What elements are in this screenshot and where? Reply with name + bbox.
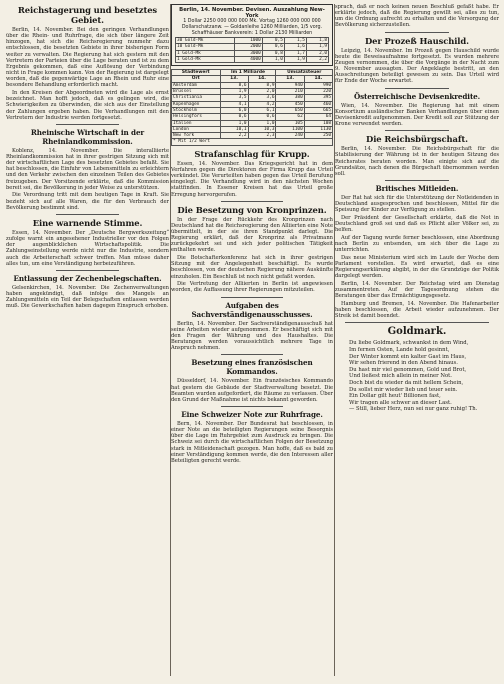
table-cell: 1,6 xyxy=(284,44,306,50)
table-cell: 10,1 xyxy=(220,126,248,132)
section-divider xyxy=(56,270,119,271)
article-paragraph: Berlin, 14. November. Der Sachverständigenausschuß hat seine Arbeiten wieder aufgenommen. Er beschäftigt sich mit den Fragen der Währung und des Haushaltes. Die Beratungen werden voraussichtlich mehrere Tage in Anspruch nehmen. xyxy=(171,320,333,352)
article-paragraph: Auf der Tagung wurde ferner beschlossen, eine Abordnung nach Berlin zu entsenden, um sich über die Lage zu unterrichten. xyxy=(335,234,499,254)
article-paragraph: In den Kreisen der Abgeordneten wird die Lage als ernst bezeichnet. Man hofft jedoch, daß es gelingen wird, die Schwierigkeiten zu überwinden, die sich aus der Einstellung der Zahlungen ergeben haben. Die Verhandlungen mit den Vertretern der Industrie werden fortgesetzt. xyxy=(6,90,169,121)
section-divider xyxy=(221,201,283,202)
article-paragraph: Gelsenkirchen, 14. November. Die Zechenverwaltungen haben angekündigt, daß infolge des Mangels an Zahlungsmitteln ein Teil der Belegschaften entlassen werden muß. Die Gewerkschaften haben dagegen Einspruch erhoben. xyxy=(6,284,169,310)
table-cell: 0,6 xyxy=(248,114,276,120)
table-cell: 4,1 xyxy=(220,101,248,107)
table-cell: 4,2 xyxy=(248,101,276,107)
table-cell: Kopenhagen xyxy=(172,101,221,107)
table-cell: 940 xyxy=(276,82,304,88)
poem-body xyxy=(349,340,499,413)
poem-line: Doch bist du wieder da mit hellem Schein, xyxy=(349,380,464,386)
table-cell: 2,0 xyxy=(248,89,276,95)
article-paragraph: Wien, 14. November. Die Regierung hat mit einem Konsortium ausländischer Banken Verhandlungen über einen Devisenkredit aufgenommen. Der Kredit soll zur Stützung der Krone verwendet werden. xyxy=(335,102,499,128)
table-cell: 3,6 xyxy=(248,95,276,101)
table-cell: London xyxy=(172,126,221,132)
article-paragraph: Berlin, 14. November. Die Reichsbürgschaft für die Stabilisierung der Währung ist in der heutigen Sitzung des Reichsrates beraten worden. Man einigte sich auf die Grundsätze, nach denen die Bürgschaft übernommen werden soll. xyxy=(335,146,499,177)
table-row xyxy=(172,139,333,145)
table-cell: 1100 xyxy=(276,126,304,132)
section-divider xyxy=(56,214,119,215)
article-paragraph: Der Rat hat sich für die Unterstützung der Notleidenden in Deutschland ausgesprochen und beschlossen, Mittel für die Speisung der Kinder zur Verfügung zu stellen. xyxy=(335,194,499,214)
table-cell: 2,0 xyxy=(306,50,328,56)
table-footnote: * Mit 1/2 Wert xyxy=(172,139,333,145)
table-cell: 6,0 xyxy=(220,107,248,113)
section-divider xyxy=(221,297,283,298)
poem-line: Ein Dollar gilt heut' Billionen fast, xyxy=(349,393,441,400)
poem-line: Der Winter kommt ein kalter Gast im Haus, xyxy=(349,353,467,360)
table-cell: 0,6 xyxy=(220,114,248,120)
section-divider xyxy=(385,32,449,33)
article xyxy=(335,134,499,177)
table-cell: 990 xyxy=(304,82,332,88)
table-cell: 1,9 xyxy=(306,44,328,50)
table-cell: 1130 xyxy=(304,126,332,132)
table-header: Städtewert xyxy=(172,70,221,76)
article-paragraph: sprach, daß er noch keinen neuen Beschluß gefaßt habe. Er erklärte jedoch, daß die Regierung gewillt sei, alles zu tun, um die Ordnung aufrecht zu erhalten und die Versorgung der Bevölkerung sicherzustellen. xyxy=(335,4,499,29)
poem-title: Goldmark. xyxy=(387,326,447,338)
table-cell: 3000 xyxy=(235,50,262,56)
table-cell: 2,2 xyxy=(306,56,328,62)
exchange-rate-box xyxy=(171,4,333,66)
article-paragraph: Die Vertretung der Alliierten in Berlin ist angewiesen worden, die Auffassung ihrer Regierungen mitzuteilen. xyxy=(171,281,333,294)
article-headline: Britisches Mitleiden. xyxy=(375,183,459,193)
table-cell: 30 Gold-Mk xyxy=(176,38,235,44)
table-cell: 0,6 xyxy=(262,44,284,50)
table-cell: 1000 xyxy=(235,38,262,44)
middle-column xyxy=(171,4,333,676)
currency-market-table xyxy=(171,69,333,146)
table-cell: 650 xyxy=(276,107,304,113)
article-paragraph: Koblenz, 14. November. Die interalliierte Rheinlandkommission hat in ihrer gestrigen Sitzung sich mit der wirtschaftlichen Lage des besetzten Gebietes befaßt. Sie hat beschlossen, die Einfuhr von Lebensmitteln zu erleichtern und den Verkehr zwischen den einzelnen Teilen des Gebietes freizugeben. Der Vorsitzende erklärte, daß die Kommission bereit sei, die Bevölkerung in jeder Weise zu unterstützen. xyxy=(6,147,169,191)
table-cell: 3,5 xyxy=(220,95,248,101)
article-headline: Österreichische Devisenkredite. xyxy=(353,91,481,101)
exchange-box-title: Berlin, 14. November. Devisen. Auszahlung New-York xyxy=(179,7,325,19)
table-cell: 2,2 xyxy=(220,133,248,139)
table-cell: 450 xyxy=(276,101,304,107)
table-cell: 395 xyxy=(304,95,332,101)
table-cell: 1,0 xyxy=(248,120,276,126)
right-column xyxy=(335,4,499,676)
article-paragraph: Der Präsident der Gesellschaft erklärte, daß die Not in Deutschland groß sei und daß es Pflicht aller Völker sei, zu helfen. xyxy=(335,214,499,234)
article-paragraph: Berlin, 14. November. Der Reichstag wird am Dienstag zusammentreten. Auf der Tagesordnung stehen die Beratungen über das Ermächtigungsgesetz. xyxy=(335,281,499,300)
table-row xyxy=(176,56,329,62)
table-cell: Brüssel xyxy=(172,89,221,95)
article xyxy=(171,358,333,403)
article-paragraph: Bern, 14. November. Der Bundesrat hat beschlossen, in einer Note an die beteiligten Regierungen seine Besorgnis über die Lage im Ruhrgebiet zum Ausdruck zu bringen. Die Schweiz sei durch die wirtschaftlichen Folgen der Besetzung stark in Mitleidenschaft gezogen. Man hoffe, daß es bald zu einer Verständigung kommen werde, die den Interessen aller Beteiligten gerecht werde. xyxy=(171,420,333,464)
article-paragraph: Düsseldorf, 14. November. Ein französisches Kommando hat gestern die Gebäude der Stadtverwaltung besetzt. Die Beamten wurden aufgefordert, die Räume zu verlassen. Über den Grund der Maßnahme ist nichts bekannt geworden. xyxy=(171,378,333,403)
table-cell: 1 Gold-Mk xyxy=(176,56,235,62)
table-cell: 1,9 xyxy=(284,56,306,62)
article xyxy=(6,128,169,211)
table-cell: 0,5 xyxy=(262,38,284,44)
article xyxy=(335,255,499,320)
section-divider xyxy=(56,124,119,125)
article xyxy=(6,218,169,267)
poem-line: Du liebe Goldmark, schwankst in dem Wind, xyxy=(349,340,469,347)
section-divider xyxy=(221,354,283,355)
article-headline: Aufgaben des Sachverständigenausschusses. xyxy=(191,300,313,319)
column-header: 14. xyxy=(304,76,332,82)
table-cell: Christiania xyxy=(172,95,221,101)
section-divider xyxy=(385,180,449,181)
article-headline: Strafanschlag für Krupp. xyxy=(194,148,310,159)
table-cell: 1,8 xyxy=(306,38,328,44)
table-header: Im 1 Milliarde xyxy=(220,70,276,76)
article-headline: Eine warnende Stimme. xyxy=(32,217,143,228)
article-paragraph: Essen, 14. November. Der „Deutsche Bergwerkszeitung“ zufolge warnt ein angesehener Industrieller vor den Folgen der augenblicklichen Wirtschaftspolitik. Die Zahlungseinstellung werde nicht nur die Industrie, sondern auch die Arbeiterschaft schwer treffen. Man müsse daher alles tun, um eine Verständigung herbeizuführen. xyxy=(6,229,169,267)
poem-line: Im fernen Osten, Lande hold gesinnt, xyxy=(349,347,450,354)
article-paragraph: Essen, 14. November. Das Kriegsgericht hat in dem Verfahren gegen die Direktoren der Firma Krupp das Urteil verkündet. Die Verurteilten haben gegen das Urteil Berufung eingelegt. Die Verhandlung wird in den nächsten Wochen stattfinden. In Essener Kreisen hat das Urteil große Erregung hervorgerufen. xyxy=(171,160,333,198)
table-cell: 665 xyxy=(304,107,332,113)
poem-line: Wir sehen frierend in den Abend hinaus. xyxy=(349,360,458,367)
article xyxy=(6,5,169,121)
table-cell: 10,3 xyxy=(248,126,276,132)
article-headline: Der Prozeß Hauschild. xyxy=(365,35,469,46)
poem-line: Und ließest mich allein in meiner Not. xyxy=(349,373,452,380)
section-divider xyxy=(385,130,449,131)
exchange-box-note: Schaffhäuser Bankverein: 1 Dollar 2130 Milliarden xyxy=(191,31,313,36)
table-cell: 8,9 xyxy=(248,82,276,88)
article-paragraph: Die Botschafterkonferenz hat sich in ihrer gestrigen Sitzung mit der Angelegenheit beschäftigt. Es wurde beschlossen, von der deutschen Regierung nähere Auskünfte einzuholen. Ein Beschluß ist noch nicht gefaßt worden. xyxy=(171,255,333,280)
left-column xyxy=(6,4,169,676)
exchange-box-line: Dollarschatzanw. — Goldanleihe 1260 Milliarden, 1/5 vorg. xyxy=(181,25,323,30)
article-paragraph: Die Verordnung tritt mit dem heutigen Tage in Kraft. Sie bezieht sich auf alle Waren, die für den Verbrauch der Bevölkerung bestimmt sind. xyxy=(6,192,169,211)
column-header: 13. xyxy=(276,76,304,82)
table-cell: 1,0 xyxy=(262,56,284,62)
table-cell: 250 xyxy=(304,133,332,139)
market-table-body xyxy=(172,82,333,139)
table-cell: 0,8 xyxy=(262,50,284,56)
article-headline: Entlassung der Zechenbelegschaften. xyxy=(13,273,162,283)
table-cell: Amsterdam xyxy=(172,82,221,88)
table-cell: 62 xyxy=(276,114,304,120)
table-cell: 6,1 xyxy=(248,107,276,113)
section-divider xyxy=(345,322,489,323)
article-headline: Rheinische Wirtschaft in der Rheinlandkommission. xyxy=(30,127,145,146)
table-cell: 1 Gold-Mk xyxy=(176,50,235,56)
table-cell: 1,0 xyxy=(220,120,248,126)
table-cell: New York xyxy=(172,133,221,139)
table-cell: 210 xyxy=(276,89,304,95)
column-header: 13. xyxy=(220,76,248,82)
article xyxy=(6,274,169,310)
table-cell: 380 xyxy=(276,95,304,101)
table-cell: 8,6 xyxy=(220,82,248,88)
table-header: Umsatzsteuer xyxy=(276,70,333,76)
table-cell: Helsingfors xyxy=(172,114,221,120)
table-cell: 10 Gold-Mk xyxy=(176,44,235,50)
table-cell: Italien xyxy=(172,120,221,126)
table-cell: 1,7 xyxy=(284,50,306,56)
poem-line: Wir tragen alle schwer an dieser Last. xyxy=(349,399,452,406)
article-headline: Reichstagerung und besetztes Gebiet. xyxy=(17,5,158,25)
article-paragraph: In der Frage der Rückkehr des Kronprinzen nach Deutschland hat die Reichsregierung den Alliierten eine Note übermittelt, in der sie ihren Standpunkt darlegt. Die Regierung erklärt, daß der Kronprinz als Privatmann zurückgekehrt sei und sich jeder politischen Tätigkeit enthalten werde. xyxy=(171,216,333,254)
article xyxy=(171,410,333,464)
article xyxy=(171,149,333,198)
table-cell: Stockholm xyxy=(172,107,221,113)
table-cell: 108 xyxy=(304,120,332,126)
column-header: Ort xyxy=(172,76,221,82)
poem-line: — Still, lieber Herz, nun sei nur ganz ruhig! Th. xyxy=(349,406,478,413)
table-cell: 460 xyxy=(304,101,332,107)
table-cell: 240 xyxy=(276,133,304,139)
article xyxy=(171,205,333,294)
poem-line: Du hast mir viel genommen, Gold und Brot, xyxy=(349,366,467,373)
article xyxy=(335,36,499,85)
gold-loan-table xyxy=(175,37,329,63)
article-paragraph: Berlin, 14. November. Bei den geringen Verhandlungen über die Rhein- und Ruhrfrage, die sich über längere Zeit hinzogen, hat sich die Reichsregierung nunmehr dazu entschlossen, die besetzten Gebiete in ihrer bisherigen Form weiter zu verwalten. Die Regierung hat sich gestern mit den Vertretern der Parteien über die Lage beraten und ist zu dem Ergebnis gekommen, daß eine Auflösung der Verbindung nicht in Frage kommen kann. Von der Regierung ist dargelegt worden, daß die gegenwärtige Lage an Rhein und Ruhr eine besondere Behandlung erforderlich macht. xyxy=(6,27,169,89)
article xyxy=(335,184,499,253)
article-headline: Besetzung eines französischen Kommandos. xyxy=(191,358,313,377)
table-cell: 220 xyxy=(304,89,332,95)
table-cell: 1,9 xyxy=(220,89,248,95)
article-headline: Eine Schweizer Note zur Ruhrfrage. xyxy=(181,409,323,419)
section-divider xyxy=(385,88,449,89)
column-header: 14. xyxy=(248,76,276,82)
section-divider xyxy=(221,406,283,407)
table-cell: 1,5 xyxy=(284,38,306,44)
article-paragraph: Leipzig, 14. November. Im Prozeß gegen Hauschild wurde heute die Beweisaufnahme fortgesetzt. Es wurden mehrere Zeugen vernommen, die über die Vorgänge in der Nacht zum 9. November aussagten. Der Angeklagte bestritt, an den Ausschreitungen beteiligt gewesen zu sein. Das Urteil wird für Ende der Woche erwartet. xyxy=(335,47,499,85)
exchange-box-subtitle: 1 Dollar 2250 000 000 000 Mk. Vortag 1260 000 000 000 xyxy=(183,19,321,24)
table-cell: 105 xyxy=(276,120,304,126)
table-cell: 64 xyxy=(304,114,332,120)
table-cell: 2000 xyxy=(235,44,262,50)
article-paragraph: Hamburg und Bremen, 14. November. Die Hafenarbeiter haben beschlossen, die Arbeit wieder aufzunehmen. Der Streik ist damit beendet. xyxy=(335,300,499,320)
table-cell: 4000 xyxy=(235,56,262,62)
table-cell: 2,3 xyxy=(248,133,276,139)
article-paragraph: Das neue Ministerium wird sich im Laufe der Woche dem Parlament vorstellen. Es wird erwartet, daß es eine Regierungserklärung abgibt, in der die Grundzüge der Politik dargelegt werden. xyxy=(335,254,499,280)
article-headline: Die Reichsbürgschaft. xyxy=(366,134,468,145)
article-headline: Die Besetzung von Kronprinzen. xyxy=(177,204,327,215)
article xyxy=(171,301,333,352)
article xyxy=(335,92,499,128)
poem xyxy=(335,326,499,413)
poem-line: Du sollst mir wieder lieb und teuer sein. xyxy=(349,386,458,393)
